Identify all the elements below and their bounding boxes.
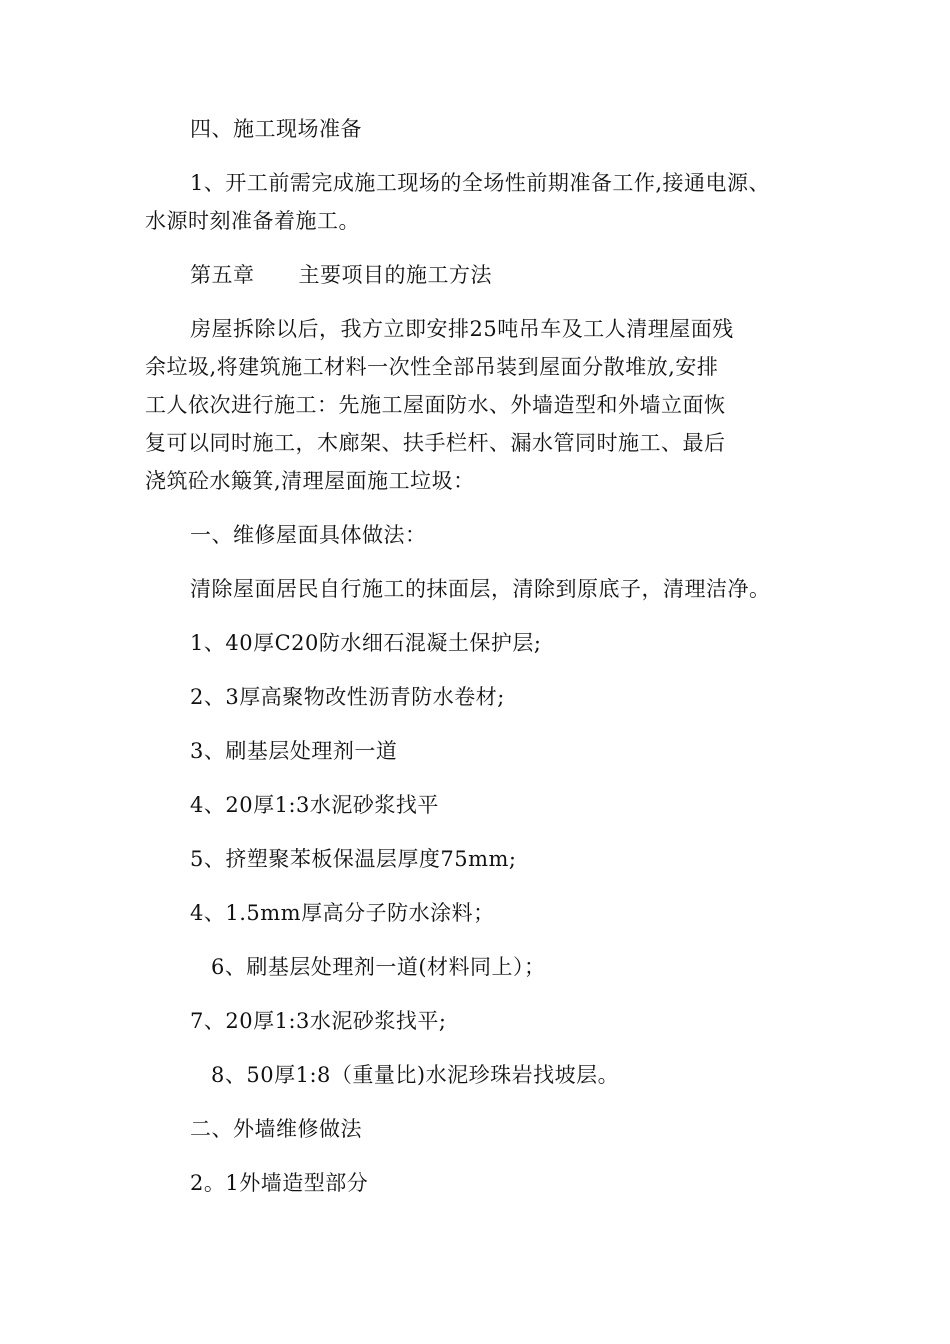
roof-item-1: 1、40厚C20防水细石混凝土保护层; — [190, 631, 542, 655]
roof-item-8: 7、20厚1:3水泥砂浆找平; — [190, 1009, 447, 1033]
wall-heading: 二、外墙维修做法 — [190, 1117, 362, 1141]
roof-item-4: 4、20厚1:3水泥砂浆找平 — [190, 793, 439, 817]
section-4-item1-line1: 1、开工前需完成施工现场的全场性前期准备工作,接通电源、 — [190, 171, 771, 195]
chapter-5-title: 主要项目的施工方法 — [298, 263, 492, 287]
wall-item-1: 2。1外墙造型部分 — [190, 1171, 369, 1195]
roof-heading: 一、维修屋面具体做法： — [190, 523, 427, 547]
intro-line-5: 浇筑砼水簸箕,清理屋面施工垃圾： — [145, 469, 475, 493]
intro-line-3: 工人依次进行施工：先施工屋面防水、外墙造型和外墙立面恢 — [145, 393, 726, 417]
intro-line-1: 房屋拆除以后，我方立即安排25吨吊车及工人清理屋面残 — [190, 317, 734, 341]
roof-clear-text: 清除屋面居民自行施工的抹面层，清除到原底子，清理洁净。 — [190, 577, 771, 601]
roof-item-3: 3、刷基层处理剂一道 — [190, 739, 398, 763]
roof-item-7: 6、刷基层处理剂一道(材料同上）； — [211, 955, 546, 979]
intro-line-2: 余垃圾,将建筑施工材料一次性全部吊装到屋面分散堆放,安排 — [145, 355, 719, 379]
section-4-item1-line2: 水源时刻准备着施工。 — [145, 209, 360, 233]
roof-item-6: 4、1.5mm厚高分子防水涂料； — [190, 901, 495, 925]
roof-item-2: 2、3厚高聚物改性沥青防水卷材; — [190, 685, 505, 709]
chapter-5-number: 第五章 — [190, 263, 255, 287]
intro-line-4: 复可以同时施工，木廊架、扶手栏杆、漏水管同时施工、最后 — [145, 431, 726, 455]
chapter-5-heading — [190, 261, 492, 289]
roof-item-5: 5、挤塑聚苯板保温层厚度75mm; — [190, 847, 517, 871]
roof-item-9: 8、50厚1:8（重量比)水泥珍珠岩找坡层。 — [211, 1063, 620, 1087]
section-4-heading: 四、施工现场准备 — [190, 117, 362, 141]
